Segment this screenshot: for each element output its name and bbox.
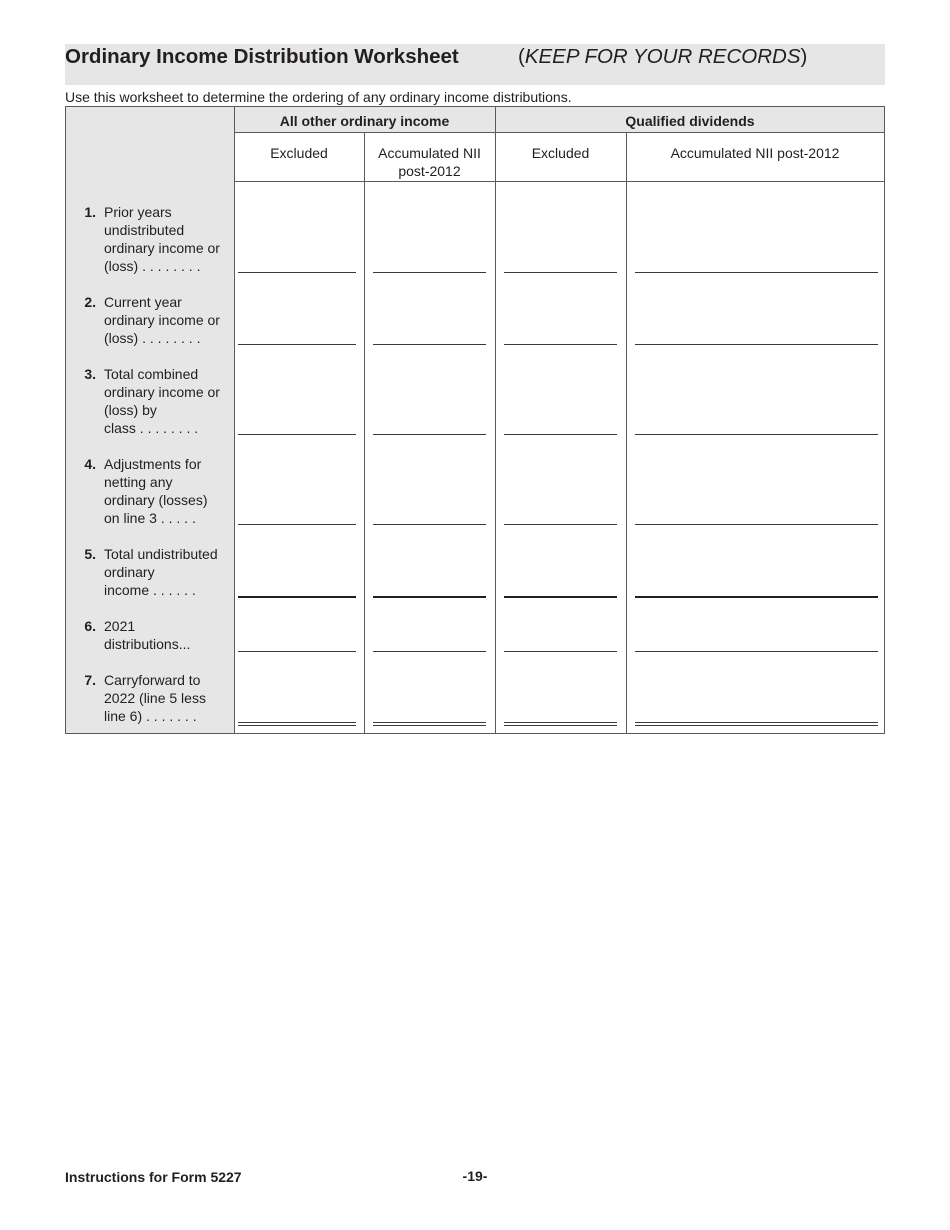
row-number: 7. <box>84 672 96 688</box>
entry-line[interactable] <box>504 434 617 435</box>
entry-line[interactable] <box>635 434 878 435</box>
row-label: Total undistributed ordinary income . . . . . . <box>104 546 218 598</box>
footer-form-name: Instructions for Form 5227 <box>65 1169 242 1185</box>
entry-line[interactable] <box>373 651 486 652</box>
entry-line[interactable] <box>238 524 356 525</box>
column-divider <box>495 107 496 733</box>
column-header-excluded-dividends: Excluded <box>531 145 590 161</box>
entry-line[interactable] <box>504 596 617 598</box>
entry-line[interactable] <box>238 434 356 435</box>
entry-line[interactable] <box>373 272 486 273</box>
row-number: 3. <box>84 366 96 382</box>
entry-line[interactable] <box>635 272 878 273</box>
row-number: 2. <box>84 294 96 310</box>
group-header-qualified-dividends: Qualified dividends <box>625 113 755 129</box>
intro-text: Use this worksheet to determine the ordering of any ordinary income distributions. <box>65 89 572 105</box>
entry-line[interactable] <box>504 344 617 345</box>
row-label: Adjustments for netting any ordinary (losses) on line 3 . . . . . <box>104 456 208 526</box>
column-divider <box>364 133 365 733</box>
group-header-ordinary-income: All other ordinary income <box>279 113 450 129</box>
entry-line[interactable] <box>373 434 486 435</box>
entry-line[interactable] <box>635 722 878 726</box>
entry-line[interactable] <box>373 524 486 525</box>
entry-line[interactable] <box>635 596 878 598</box>
title-bar <box>65 44 885 85</box>
entry-line[interactable] <box>504 722 617 726</box>
records-note-text: KEEP FOR YOUR RECORDS <box>524 45 801 68</box>
entry-line[interactable] <box>238 344 356 345</box>
entry-line[interactable] <box>635 344 878 345</box>
column-header-nii-dividends: Accumulated NII post-2012 <box>670 145 840 161</box>
entry-line[interactable] <box>238 722 356 726</box>
entry-line[interactable] <box>504 524 617 525</box>
entry-line[interactable] <box>635 651 878 652</box>
row-label: Current year ordinary income or (loss) . . . . . . . . <box>104 294 220 346</box>
entry-line[interactable] <box>373 722 486 726</box>
entry-line[interactable] <box>504 272 617 273</box>
header-rule <box>234 132 884 133</box>
records-note: (KEEP FOR YOUR RECORDS) <box>518 45 808 68</box>
row-number: 4. <box>84 456 96 472</box>
column-divider <box>234 107 235 733</box>
entry-line[interactable] <box>238 272 356 273</box>
header-rule <box>234 181 884 182</box>
footer-page-number: -19- <box>462 1168 488 1184</box>
entry-line[interactable] <box>238 651 356 652</box>
page-title: Ordinary Income Distribution Worksheet <box>65 45 459 68</box>
row-label: Prior years undistributed ordinary income or (loss) . . . . . . . . <box>104 204 220 274</box>
row-number: 1. <box>84 204 96 220</box>
entry-line[interactable] <box>504 651 617 652</box>
row-label: Total combined ordinary income or (loss) by class . . . . . . . . <box>104 366 220 436</box>
entry-line[interactable] <box>238 596 356 598</box>
entry-line[interactable] <box>635 524 878 525</box>
row-number: 5. <box>84 546 96 562</box>
column-header-nii-ordinary: Accumulated NII post-2012 <box>378 145 481 179</box>
entry-line[interactable] <box>373 344 486 345</box>
entry-line[interactable] <box>373 596 486 598</box>
row-number: 6. <box>84 618 96 634</box>
column-header-excluded-ordinary: Excluded <box>270 145 328 161</box>
column-divider <box>626 133 627 733</box>
row-label: Carryforward to 2022 (line 5 less line 6) . . . . . . . <box>104 672 206 724</box>
worksheet-table <box>65 106 885 734</box>
row-label: 2021 distributions... <box>104 618 191 652</box>
